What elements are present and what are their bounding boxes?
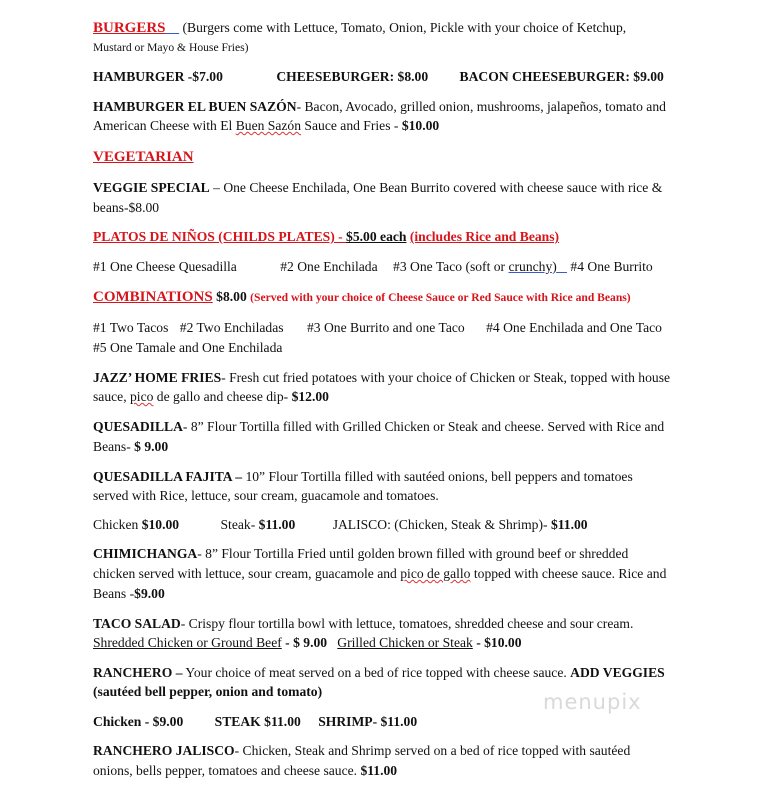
buen-sazon-line-1 (93, 99, 666, 115)
fajita-line-1 (93, 469, 633, 485)
item-name: TACO SALAD (93, 616, 181, 631)
jalisco-line-2 (93, 763, 397, 779)
taco-options (93, 635, 522, 651)
fajita-line-2: served with Rice, lettuce, sour cream, guacamole and tomatoes. (93, 488, 439, 503)
burgers-items (93, 69, 664, 85)
burgers-note-2: Mustard or Mayo & House Fries) (93, 41, 249, 54)
combinations-heading: COMBINATIONS (93, 289, 213, 305)
item-desc: de gallo and cheese dip- (153, 389, 292, 404)
item-desc: Buen Sazón (235, 118, 302, 133)
kids-price: $5.00 each (346, 229, 407, 244)
kids-heading: PLATOS DE NIÑOS (CHILDS PLATES) - (93, 229, 347, 244)
list-item: #3 One Burrito and one Taco (306, 320, 465, 335)
item-name: RANCHERO JALISCO (93, 743, 235, 758)
option-price: - $ 9.00 (281, 635, 328, 650)
item-price: $9.00 (134, 586, 165, 601)
item-desc: Your choice of meat served on a bed of rice topped with cheese sauce. (182, 665, 571, 680)
item-addon: (sautéed bell pepper, onion and tomato) (93, 684, 323, 699)
option-label: Steak- (220, 517, 259, 532)
jalisco-line-1 (93, 743, 630, 759)
item-name: CHIMICHANGA (93, 546, 198, 561)
veggie-line-1 (93, 180, 662, 196)
burgers-heading: BURGERS (93, 20, 166, 36)
item-name: QUESADILLA FAJITA – (93, 469, 243, 484)
item-desc: chicken served with lettuce, sour cream, guacamole and (93, 566, 401, 581)
option: SHRIMP- $11.00 (318, 714, 418, 729)
item-desc: pico de gallo (400, 566, 471, 581)
list-item: crunchy) (508, 259, 557, 274)
fajita-options (93, 517, 588, 533)
vegetarian-heading: VEGETARIAN (93, 149, 194, 165)
item-price: $12.00 (291, 389, 329, 404)
kids-items (93, 259, 653, 275)
option-label: Chicken (93, 517, 142, 532)
item-name: RANCHERO – (93, 665, 183, 680)
menu-item: BACON CHEESEBURGER: $9.00 (459, 69, 664, 84)
option: STEAK $11.00 (214, 714, 301, 729)
item-desc: - Crispy flour tortilla bowl with lettuce, tomatoes, shredded cheese and sour cream. (180, 616, 634, 631)
list-item: #4 One Enchilada and One Taco (486, 320, 662, 335)
item-price: $11.00 (360, 763, 398, 778)
item-desc: sauce, (93, 389, 130, 404)
combinations-note: (Served with your choice of Cheese Sauce or Red Sauce with Rice and Beans) (250, 291, 631, 304)
item-desc: - 8” Flour Tortilla filled with Grilled Chicken or Steak and cheese. Served with Rice and (182, 419, 665, 434)
jazz-line-1 (93, 370, 670, 386)
menu-item: CHEESEBURGER: $8.00 (276, 69, 429, 84)
item-desc: pico (130, 389, 154, 404)
burgers-header-line (93, 20, 626, 37)
item-desc: Sauce and Fries - (301, 118, 402, 133)
taco-line-1 (93, 616, 633, 632)
chimi-line-1 (93, 546, 628, 562)
list-item: #2 Two Enchiladas (179, 320, 284, 335)
item-desc: - Chicken, Steak and Shrimp served on a bed of rice topped with sautéed (234, 743, 631, 758)
item-desc: - 8” Flour Tortilla Fried until golden brown filled with ground beef or shredded (197, 546, 629, 561)
option-label: Shredded Chicken or Ground Beef (93, 635, 282, 650)
item-desc: - Bacon, Avocado, grilled onion, mushrooms, jalapeños, tomato and (296, 99, 666, 114)
list-item: #1 One Cheese Quesadilla (93, 259, 237, 274)
item-desc: Beans - (93, 586, 135, 601)
combinations-heading-line (93, 289, 631, 306)
list-item: #2 One Enchilada (280, 259, 378, 274)
combinations-items (93, 320, 662, 336)
option-price: - $10.00 (472, 635, 522, 650)
item-name: QUESADILLA (93, 419, 183, 434)
ranchero-options (93, 714, 417, 730)
option-label: JALISCO: (Chicken, Steak & Shrimp)- (332, 517, 551, 532)
kids-heading-line (93, 229, 559, 245)
veggie-line-2: beans-$8.00 (93, 200, 160, 215)
item-desc: - Fresh cut fried potatoes with your choice of Chicken or Steak, topped with house (221, 370, 671, 385)
item-name: VEGGIE SPECIAL (93, 180, 210, 195)
item-desc: 10” Flour Tortilla filled with sautéed onions, bell peppers and tomatoes (242, 469, 633, 484)
ranchero-line-2 (93, 684, 322, 700)
list-item: #3 One Taco (soft or (393, 259, 509, 274)
item-desc: – One Cheese Enchilada, One Bean Burrito covered with cheese sauce with rice & (209, 180, 663, 195)
item-name: HAMBURGER EL BUEN SAZÓN (93, 99, 297, 114)
item-desc: topped with cheese sauce. Rice and (470, 566, 667, 581)
ranchero-line-1 (93, 665, 665, 681)
burgers-note: (Burgers come with Lettuce, Tomato, Onion, Pickle with your choice of Ketchup, (182, 20, 627, 35)
kids-note: (includes Rice and Beans) (409, 229, 560, 244)
item-desc: Beans- (93, 439, 135, 454)
list-item: #4 One Burrito (570, 259, 653, 274)
option-price: $11.00 (258, 517, 296, 532)
option-label: Grilled Chicken or Steak (337, 635, 473, 650)
item-price: $10.00 (401, 118, 440, 133)
item-name: JAZZ’ HOME FRIES (93, 370, 222, 385)
chimi-line-2 (93, 566, 666, 582)
item-addon: ADD VEGGIES (570, 665, 665, 680)
option: Chicken - $9.00 (93, 714, 184, 729)
item-price: $ 9.00 (134, 439, 169, 454)
quesadilla-line-1 (93, 419, 664, 435)
list-item: #5 One Tamale and One Enchilada (93, 340, 283, 355)
item-desc: American Cheese with El (93, 118, 236, 133)
option-price: $11.00 (550, 517, 588, 532)
menu-item: HAMBURGER -$7.00 (93, 69, 223, 84)
buen-sazon-line-2 (93, 118, 439, 134)
quesadilla-line-2 (93, 439, 168, 455)
chimi-line-3 (93, 586, 165, 602)
option-price: $10.00 (141, 517, 180, 532)
combinations-price: $8.00 (212, 289, 251, 304)
item-desc: onions, bells pepper, tomatoes and cheese sauce. (93, 763, 361, 778)
list-item: #1 Two Tacos (93, 320, 169, 335)
menupix-watermark: menupix (543, 690, 642, 714)
jazz-line-2 (93, 389, 329, 405)
